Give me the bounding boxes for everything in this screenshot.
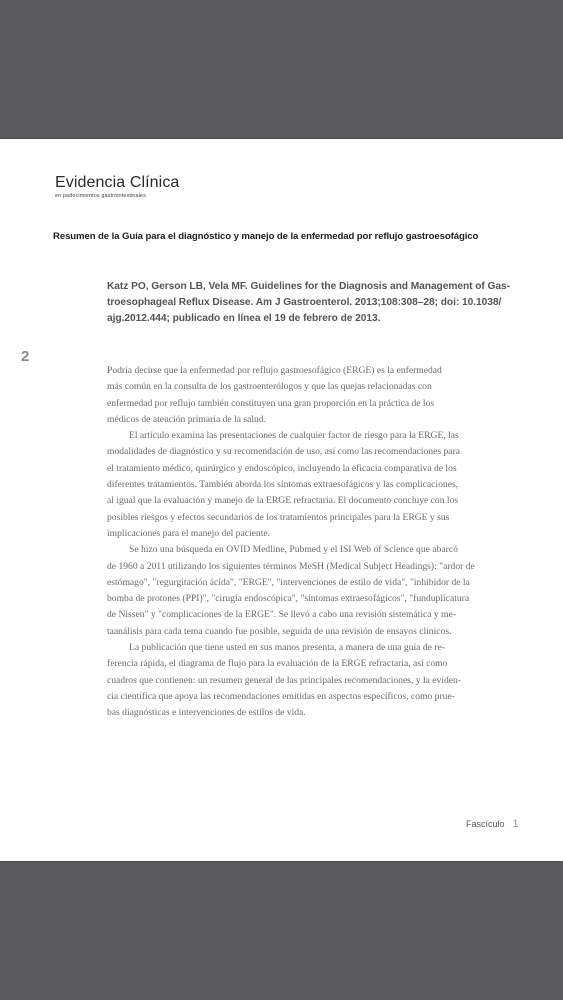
body-line: modalidades de diagnóstico y su recomendación de uso, así como las recomendaciones para bbox=[107, 446, 460, 458]
body-line: de 1960 a 2011 utilizando los siguientes términos MeSH (Medical Subject Headings): "ardor de bbox=[107, 560, 475, 572]
footer-label: Fascículo bbox=[466, 819, 505, 829]
page-footer bbox=[466, 818, 519, 830]
citation-line: Katz PO, Gerson LB, Vela MF. Guidelines for the Diagnosis and Management of Gas- bbox=[107, 281, 511, 292]
summary-title: Resumen de la Guía para el diagnóstico y manejo de la enfermedad por reflujo gastroesofágico bbox=[53, 231, 479, 242]
citation-line: troesophageal Reflux Disease. Am J Gastroenterol. 2013;108:308–28; doi: 10.1038/ bbox=[107, 297, 502, 308]
body-line: bomba de protones (PPI)", "cirugía endoscópica", "síntomas extraesofágicos", "funduplicatura bbox=[107, 593, 470, 605]
citation bbox=[107, 279, 517, 327]
page-number: 2 bbox=[21, 348, 30, 365]
body-line: implicaciones para el manejo del paciente. bbox=[107, 527, 271, 539]
body-line: el tratamiento médico, quirúrgico y endoscópico, incluyendo la eficacia comparativa de los bbox=[107, 462, 457, 474]
body-line: diferentes tratamientos. También aborda los síntomas extraesofágicos y las complicaciones, bbox=[107, 479, 459, 491]
body-line: bas diagnósticas e intervenciones de estilos de vida. bbox=[107, 707, 306, 719]
body-line: Podría decirse que la enfermedad por reflujo gastroesofágico (ERGE) es la enfermedad bbox=[107, 365, 442, 376]
body-line: estómago", "regurgitación ácida", "ERGE", "intervenciones de estilo de vida", "inhibidor de la bbox=[107, 576, 470, 588]
body-line: Se hizo una búsqueda en OVID Medline, Pubmed y el ISI Web of Science que abarcó bbox=[129, 544, 458, 556]
body-line: posibles riesgos y efectos secundarios de los tratamientos principales para la ERGE y sus bbox=[107, 511, 450, 523]
citation-line: ajg.2012.444; publicado en línea el 19 de febrero de 2013. bbox=[107, 313, 381, 324]
brand-title: Evidencia Clínica bbox=[55, 174, 180, 191]
body-line: cuadros que contienen: un resumen general de las principales recomendaciones, y la eviden- bbox=[107, 674, 462, 686]
body-line: médicos de atención primaria de la salud. bbox=[107, 413, 267, 425]
brand-subtitle: en padecimientos gastrointestinales bbox=[55, 193, 146, 199]
body-line: ferencia rápida, el diagrama de flujo para la evaluación de la ERGE refractaria, así como bbox=[107, 658, 448, 670]
brand-logo bbox=[55, 174, 179, 199]
body-line: La publicación que tiene usted en sus manos presenta, a manera de una guía de re- bbox=[129, 642, 445, 654]
body-line: más común en la consulta de los gastroenterólogos y que las quejas relacionadas con bbox=[107, 381, 432, 393]
document-page bbox=[0, 139, 563, 861]
body-line: enfermedad por reflujo también constituyen una gran proporción en la práctica de los bbox=[107, 397, 435, 409]
body-line: El artículo examina las presentaciones de cualquier factor de riesgo para la ERGE, las bbox=[129, 430, 459, 442]
body-line: taanálisis para cada tema cuando fue posible, seguida de una revisión de ensayos clínicos. bbox=[107, 625, 452, 637]
body-line: de Nissen" y "complicaciones de la ERGE". Se llevó a cabo una revisión sistemática y me- bbox=[107, 609, 457, 621]
body-line: cia científica que apoya las recomendaciones emitidas en aspectos específicos, como prue- bbox=[107, 690, 455, 702]
footer-number: 1 bbox=[512, 818, 519, 830]
body-line: al igual que la evaluación y manejo de la ERGE refractaria. El documento concluye con los bbox=[107, 495, 459, 507]
body-text bbox=[107, 363, 527, 722]
